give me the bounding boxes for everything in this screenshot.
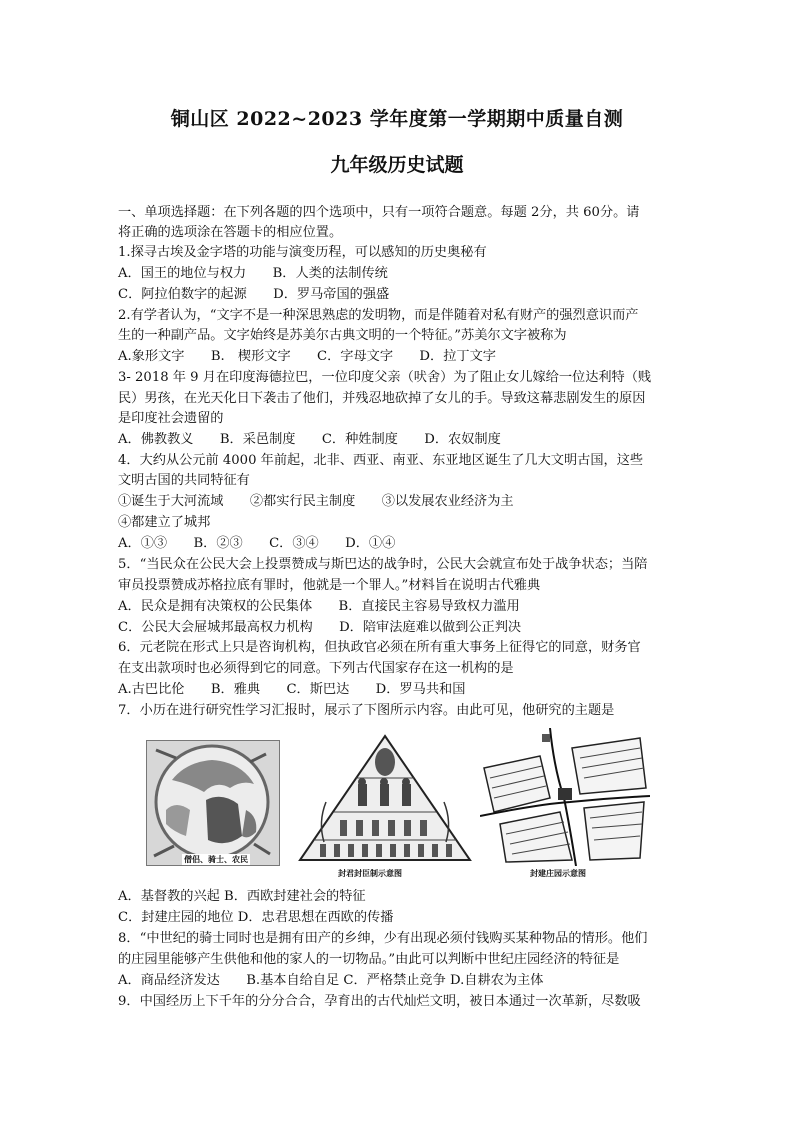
figure-clergy-knight-peasant: [146, 740, 280, 866]
text-line: A.古巴比伦 B．雅典 C．斯巴达 D．罗马共和国: [118, 682, 466, 697]
text-line: A．佛教教义 B．采邑制度 C．种姓制度 D．农奴制度: [118, 432, 501, 447]
text-line: 民）男孩，在光天化日下袭击了他们，并残忍地砍掉了女儿的手。导致这幕悲剧发生的原因: [118, 391, 646, 406]
text-line: 8．“中世纪的骑士同时也是拥有田产的乡绅，少有出现必须付钱购买某种物品的情形。他们: [118, 931, 648, 946]
page-title: 铜山区 2022~2023 学年度第一学期期中质量自测: [170, 108, 624, 130]
text-line: 一、单项选择题：在下列各题的四个选项中，只有一项符合题意。每题 2分，共 60分。请: [118, 205, 640, 220]
figure-3-illustration: [480, 728, 650, 866]
text-line: A．基督教的兴起 B．西欧封建社会的特征: [118, 889, 366, 904]
text-line: A．商品经济发达 B.基本自给自足 C．严格禁止竞争 D.自耕农为主体: [118, 973, 544, 988]
text-line: 5．“当民众在公民大会上投票赞成与斯巴达的战争时，公民大会就宣布处于战争状态；当陪: [118, 557, 648, 572]
text-line: 7．小历在进行研究性学习汇报时，展示了下图所示内容。由此可见，他研究的主题是: [118, 703, 615, 718]
text-line: A．①③ B．②③ C．③④ D．①④: [118, 536, 396, 551]
text-line: 是印度社会遗留的: [118, 411, 224, 426]
text-line: 2.有学者认为，“文字不是一种深思熟虑的发明物，而是伴随着对私有财产的强烈意识而产: [118, 308, 639, 323]
text-line: 将正确的选项涂在答题卡的相应位置。: [118, 225, 343, 240]
text-line: ④都建立了城邦: [118, 515, 211, 530]
text-line: A.象形文字 B. 楔形文字 C．字母文字 D．拉丁文字: [118, 349, 496, 364]
text-line: A．国王的地位与权力 B．人类的法制传统: [118, 266, 388, 281]
text-line: 文明古国的共同特征有: [118, 473, 250, 488]
text-line: 审员投票赞成苏格拉底有罪时，他就是一个罪人。”材料旨在说明古代雅典: [118, 578, 541, 593]
text-line: C．阿拉伯数字的起源 D．罗马帝国的强盛: [118, 287, 390, 302]
figure-2-illustration: [296, 732, 474, 866]
figure-1-illustration: [146, 740, 280, 866]
text-line: 6．元老院在形式上只是咨询机构，但执政官必须在所有重大事务上征得它的同意，财务官: [118, 640, 641, 655]
figure-feudal-pyramid: [296, 732, 474, 880]
figure-1-caption: 僧侣、骑士、农民: [184, 854, 248, 864]
text-line: 9．中国经历上下千年的分分合合，孕育出的古代灿烂文明，被日本通过一次革新，尽数吸: [118, 994, 641, 1009]
text-line: C．公民大会屉城邦最高权力机构 D．陪审法庭难以做到公正判决: [118, 620, 522, 635]
text-line: C．封建庄园的地位 D．忠君思想在西欧的传播: [118, 910, 394, 925]
text-line: 4．大约从公元前 4000 年前起，北非、西亚、南亚、东亚地区诞生了几大文明古国，这些: [118, 453, 644, 468]
text-line: A．民众是拥有决策权的公民集体 B．直接民主容易导致权力滥用: [118, 599, 520, 614]
figure-2-caption: 封君封臣制示意图: [338, 868, 402, 878]
text-line: ①诞生于大河流域 ②都实行民主制度 ③以发展农业经济为主: [118, 494, 514, 509]
text-line: 1.探寻古埃及金字塔的功能与演变历程，可以感知的历史奥秘有: [118, 245, 487, 260]
text-line: 3- 2018 年 9 月在印度海德拉巴，一位印度父亲（吠舍）为了阻止女儿嫁给一位达利特（贱: [118, 370, 652, 385]
figure-3-caption: 封建庄园示意图: [530, 868, 586, 878]
text-line: 的庄园里能够产生供他和他的家人的一切物品。”由此可以判断中世纪庄园经济的特征是: [118, 952, 620, 967]
figure-manor-map: [480, 728, 650, 880]
text-line: 生的一种副产品。文字始终是苏美尔古典文明的一个特征。”苏美尔文字被称为: [118, 328, 567, 343]
text-line: 在支出款项时也必须得到它的同意。下列古代国家存在这一机构的是: [118, 661, 514, 676]
page-subtitle: 九年级历史试题: [330, 154, 464, 176]
